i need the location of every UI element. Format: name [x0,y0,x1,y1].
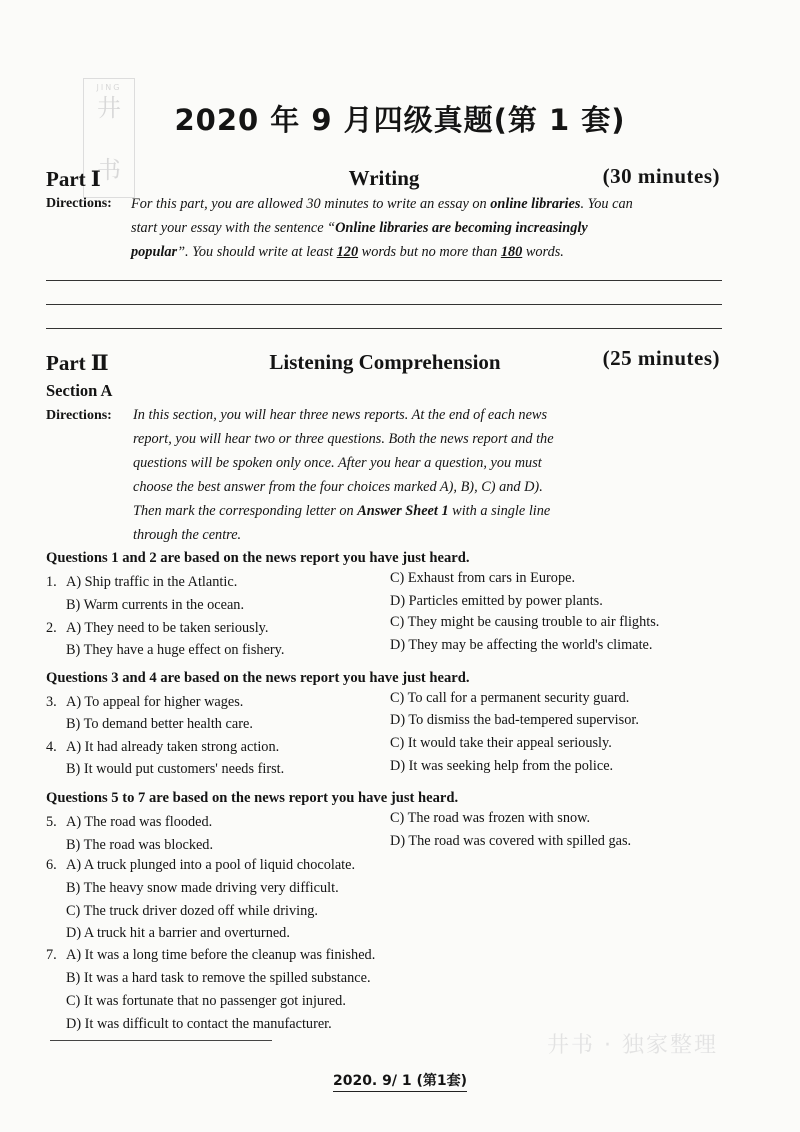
footnote-rule [50,1040,272,1041]
question-2-option-b: B) They have a huge effect on fishery. [66,642,285,658]
question-group-heading: Questions 5 to 7 are based on the news report you have just heard. [46,790,459,806]
question-4-option-a: 4. A) It had already taken strong action. [46,739,280,755]
part2-directions-line-6: through the centre. [133,527,242,543]
part1-directions-line-1: For this part, you are allowed 30 minutes to write an essay on online libraries. You can [131,196,633,212]
question-4-option-b: B) It would put customers' needs first. [66,761,285,777]
question-group-heading: Questions 1 and 2 are based on the news report you have just heard. [46,550,470,566]
writing-line [46,304,722,305]
question-4-option-c: C) It would take their appeal seriously. [390,735,612,751]
question-7-option-b: B) It was a hard task to remove the spilled substance. [66,970,371,986]
watermark-text: 井书 · 独家整理 [547,1033,718,1058]
page-footer: 2020. 9/ 1 (第1套) [0,1070,800,1090]
question-7-option-c: C) It was fortunate that no passenger got injured. [66,993,346,1009]
question-2-option-c: C) They might be causing trouble to air flights. [390,614,660,630]
question-3-option-b: B) To demand better health care. [66,716,253,732]
question-6-option-a: 6. A) A truck plunged into a pool of liquid chocolate. [46,857,356,873]
writing-line [46,328,722,329]
part2-directions-label: Directions: [46,408,112,423]
question-6-option-b: B) The heavy snow made driving very difficult. [66,880,339,896]
question-3-option-a: 3. A) To appeal for higher wages. [46,694,244,710]
question-6-option-d: D) A truck hit a barrier and overturned. [66,925,290,941]
part2-directions-line-4: choose the best answer from the four choices marked A), B), C) and D). [133,479,543,495]
part2-directions-line-5: Then mark the corresponding letter on Answer Sheet 1 with a single line [133,503,551,519]
part2-label: Part Ⅱ [46,351,109,375]
question-1-option-c: C) Exhaust from cars in Europe. [390,570,576,586]
question-3-option-d: D) To dismiss the bad-tempered supervisor. [390,712,639,728]
question-3-option-c: C) To call for a permanent security guard. [390,690,630,706]
question-group-heading: Questions 3 and 4 are based on the news report you have just heard. [46,670,470,686]
question-5-option-a: 5. A) The road was flooded. [46,814,213,830]
part2-name: Listening Comprehension [269,350,501,374]
writing-line [46,280,722,281]
page-title: 2020 年 9 月四级真题(第 1 套) [174,103,626,137]
part2-time: (25 minutes) [602,346,720,370]
publisher-seal: JING 井 书 [83,78,135,198]
section-a-heading: Section A [46,381,113,400]
question-7-option-a: 7. A) It was a long time before the cleanup was finished. [46,947,376,963]
question-5-option-b: B) The road was blocked. [66,837,214,853]
question-5-option-d: D) The road was covered with spilled gas. [390,833,632,849]
question-1-option-a: 1. A) Ship traffic in the Atlantic. [46,574,238,590]
question-2-option-d: D) They may be affecting the world's climate. [390,637,653,653]
part1-directions-label: Directions: [46,196,112,211]
part2-directions-line-2: report, you will hear two or three questions. Both the news report and the [133,431,554,447]
part2-directions-line-1: In this section, you will hear three news reports. At the end of each news [133,407,548,423]
part2-directions-line-3: questions will be spoken only once. After you hear a question, you must [133,455,542,471]
question-7-option-d: D) It was difficult to contact the manufacturer. [66,1016,332,1032]
part1-directions-line-3: popular”. You should write at least 120 words but no more than 180 words. [131,244,564,260]
question-1-option-b: B) Warm currents in the ocean. [66,597,245,613]
question-2-option-a: 2. A) They need to be taken seriously. [46,620,269,636]
part1-time: (30 minutes) [602,164,720,188]
question-5-option-c: C) The road was frozen with snow. [390,810,591,826]
question-4-option-d: D) It was seeking help from the police. [390,758,614,774]
part1-name: Writing [348,166,420,190]
question-1-option-d: D) Particles emitted by power plants. [390,593,603,609]
part1-label: Part Ⅰ [46,167,101,191]
question-6-option-c: C) The truck driver dozed off while driving. [66,903,318,919]
part1-directions-line-2: start your essay with the sentence “Online libraries are becoming increasingly [131,220,588,236]
